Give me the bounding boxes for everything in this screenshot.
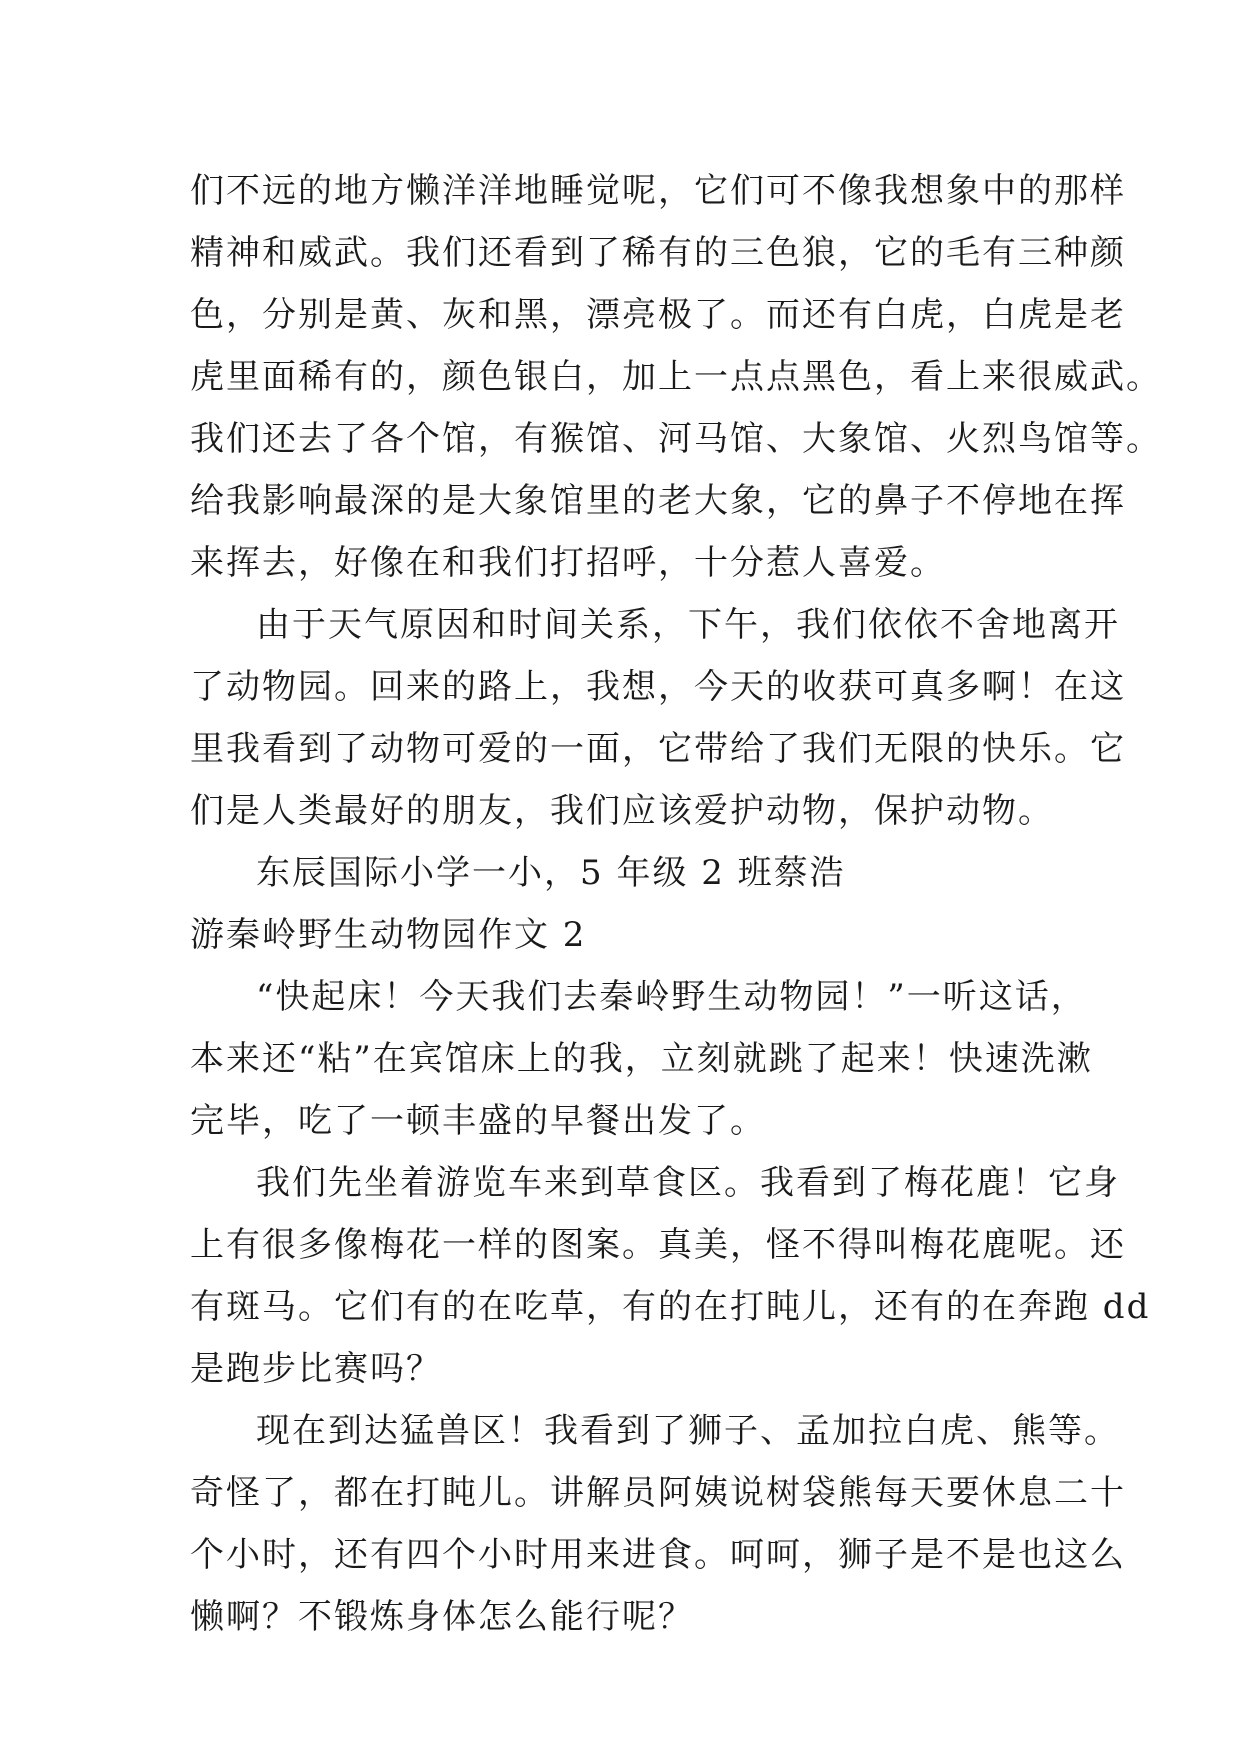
text-line: 由于天气原因和时间关系，下午，我们依依不舍地离开 (256, 605, 1120, 645)
text-line: 里我看到了动物可爱的一面，它带给了我们无限的快乐。它 (190, 729, 1126, 769)
text-line: 完毕，吃了一顿丰盛的早餐出发了。 (190, 1101, 766, 1141)
text-line: 有斑马。它们有的在吃草，有的在打盹儿，还有的在奔跑 dd (190, 1287, 1151, 1327)
text-line: 上有很多像梅花一样的图案。真美，怪不得叫梅花鹿呢。还 (190, 1225, 1126, 1265)
document-body (190, 160, 1162, 1648)
text-line: 了动物园。回来的路上，我想，今天的收获可真多啊！在这 (190, 667, 1126, 707)
text-line: “快起床！今天我们去秦岭野生动物园！”一听这话， (256, 977, 1087, 1017)
text-line: 个小时，还有四个小时用来进食。呵呵，狮子是不是也这么 (190, 1535, 1126, 1575)
text-line: 色，分别是黄、灰和黑，漂亮极了。而还有白虎，白虎是老 (190, 295, 1126, 335)
text-line: 我们先坐着游览车来到草食区。我看到了梅花鹿！它身 (256, 1163, 1120, 1203)
text-line: 游秦岭野生动物园作文 2 (190, 915, 587, 955)
text-line: 是跑步比赛吗？ (190, 1349, 442, 1389)
text-line: 奇怪了，都在打盹儿。讲解员阿姨说树袋熊每天要休息二十 (190, 1473, 1126, 1513)
text-line: 现在到达猛兽区！我看到了狮子、孟加拉白虎、熊等。 (256, 1411, 1120, 1451)
text-line: 精神和威武。我们还看到了稀有的三色狼，它的毛有三种颜 (190, 233, 1126, 273)
text-line: 来挥去，好像在和我们打招呼，十分惹人喜爱。 (190, 543, 946, 583)
text-line: 们不远的地方懒洋洋地睡觉呢，它们可不像我想象中的那样 (190, 171, 1126, 211)
text-line: 们是人类最好的朋友，我们应该爱护动物，保护动物。 (190, 791, 1054, 831)
text-line: 给我影响最深的是大象馆里的老大象，它的鼻子不停地在挥 (190, 481, 1126, 521)
text-line: 本来还“粘”在宾馆床上的我，立刻就跳了起来！快速洗漱 (190, 1039, 1093, 1079)
text-line: 虎里面稀有的，颜色银白，加上一点点黑色，看上来很威武。 (190, 357, 1162, 397)
text-line: 懒啊？不锻炼身体怎么能行呢？ (190, 1597, 694, 1637)
text-line: 我们还去了各个馆，有猴馆、河马馆、大象馆、火烈鸟馆等。 (190, 419, 1162, 459)
text-line: 东辰国际小学一小，5 年级 2 班蔡浩 (256, 853, 846, 893)
